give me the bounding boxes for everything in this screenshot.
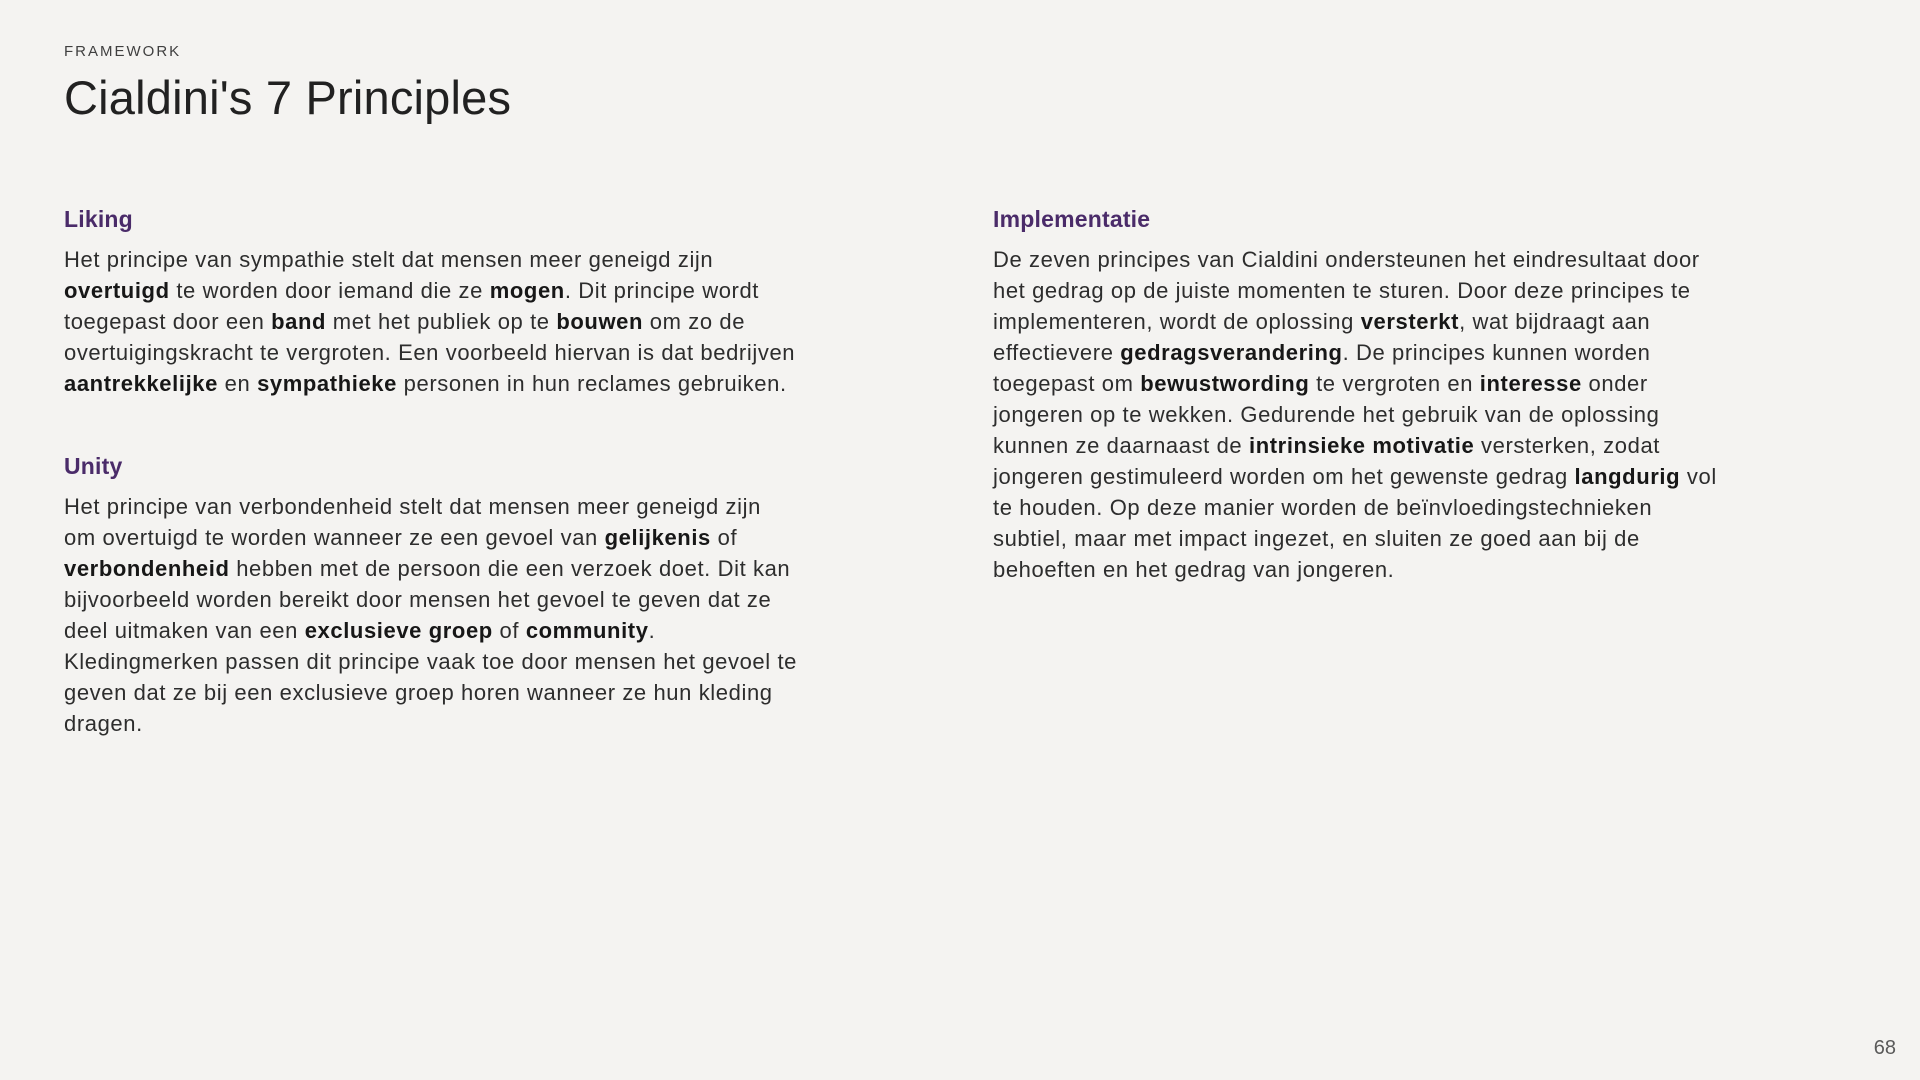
page-title: Cialdini's 7 Principles <box>64 71 512 124</box>
column-left <box>64 204 964 739</box>
text-line: subtiel, maar met impact ingezet, en sluiten ze goed aan bij de <box>993 526 1640 551</box>
bold-keyword: bouwen <box>556 309 644 334</box>
section-liking <box>64 204 964 399</box>
text-line: toegepast om bewustwording te vergroten en interesse onder <box>993 371 1648 396</box>
page-number: 68 <box>1873 1037 1896 1059</box>
bold-keyword: band <box>271 309 327 334</box>
text-line: het gedrag op de juiste momenten te sturen. Door deze principes te <box>993 278 1691 303</box>
bold-keyword: overtuigd <box>64 278 170 303</box>
section-heading: Liking <box>64 206 133 232</box>
bold-keyword: versterkt <box>1360 309 1460 334</box>
section-paragraph <box>993 244 1893 585</box>
column-right <box>993 204 1893 585</box>
text-line: jongeren gestimuleerd worden om het gewenste gedrag langdurig vol <box>993 464 1717 489</box>
text-line: deel uitmaken van een exclusieve groep of community. <box>64 618 656 643</box>
text-line: kunnen ze daarnaast de intrinsieke motivatie versterken, zodat <box>993 433 1660 458</box>
text-line: om overtuigd te worden wanneer ze een gevoel van gelijkenis of <box>64 525 738 550</box>
text-line: geven dat ze bij een exclusieve groep horen wanneer ze hun kleding <box>64 680 773 705</box>
bold-keyword: community <box>525 618 649 643</box>
text-line: overtuigd te worden door iemand die ze mogen. Dit principe wordt <box>64 278 760 303</box>
slide-header <box>64 43 511 124</box>
framework-label: FRAMEWORK <box>64 43 182 60</box>
text-line: Kledingmerken passen dit principe vaak toe door mensen het gevoel te <box>64 649 798 674</box>
text-line: Het principe van sympathie stelt dat mensen meer geneigd zijn <box>64 247 714 272</box>
section-paragraph <box>64 491 964 739</box>
text-line: Het principe van verbondenheid stelt dat mensen meer geneigd zijn <box>64 494 761 519</box>
text-line: jongeren op te wekken. Gedurende het gebruik van de oplossing <box>993 402 1660 427</box>
text-line: bijvoorbeeld worden bereikt door mensen het gevoel te geven dat ze <box>64 587 772 612</box>
text-line: overtuigingskracht te vergroten. Een voorbeeld hiervan is dat bedrijven <box>64 340 796 365</box>
text-line: behoeften en het gedrag van jongeren. <box>993 557 1395 582</box>
bold-keyword: aantrekkelijke <box>64 371 218 396</box>
bold-keyword: intrinsieke motivatie <box>1248 433 1475 458</box>
text-line: implementeren, wordt de oplossing versterkt, wat bijdraagt aan <box>993 309 1651 334</box>
text-line: verbondenheid hebben met de persoon die een verzoek doet. Dit kan <box>64 556 791 581</box>
section-implementatie <box>993 204 1893 585</box>
text-line: De zeven principes van Cialdini ondersteunen het eindresultaat door <box>993 247 1700 272</box>
bold-keyword: interesse <box>1479 371 1582 396</box>
section-heading: Implementatie <box>993 206 1151 232</box>
text-line: effectievere gedragsverandering. De principes kunnen worden <box>993 340 1651 365</box>
bold-keyword: sympathieke <box>257 371 397 396</box>
bold-keyword: bewustwording <box>1140 371 1310 396</box>
bold-keyword: gelijkenis <box>604 525 711 550</box>
bold-keyword: langdurig <box>1574 464 1681 489</box>
text-line: toegepast door een band met het publiek op te bouwen om zo de <box>64 309 746 334</box>
bold-keyword: exclusieve groep <box>304 618 493 643</box>
bold-keyword: gedragsverandering <box>1120 340 1343 365</box>
bold-keyword: verbondenheid <box>64 556 230 581</box>
section-paragraph <box>64 244 964 399</box>
text-line: te houden. Op deze manier worden de beïnvloedingstechnieken <box>993 495 1653 520</box>
text-line: aantrekkelijke en sympathieke personen in hun reclames gebruiken. <box>64 371 787 396</box>
section-heading: Unity <box>64 453 123 479</box>
bold-keyword: mogen <box>489 278 565 303</box>
text-line: dragen. <box>64 711 143 736</box>
section-unity <box>64 451 964 739</box>
